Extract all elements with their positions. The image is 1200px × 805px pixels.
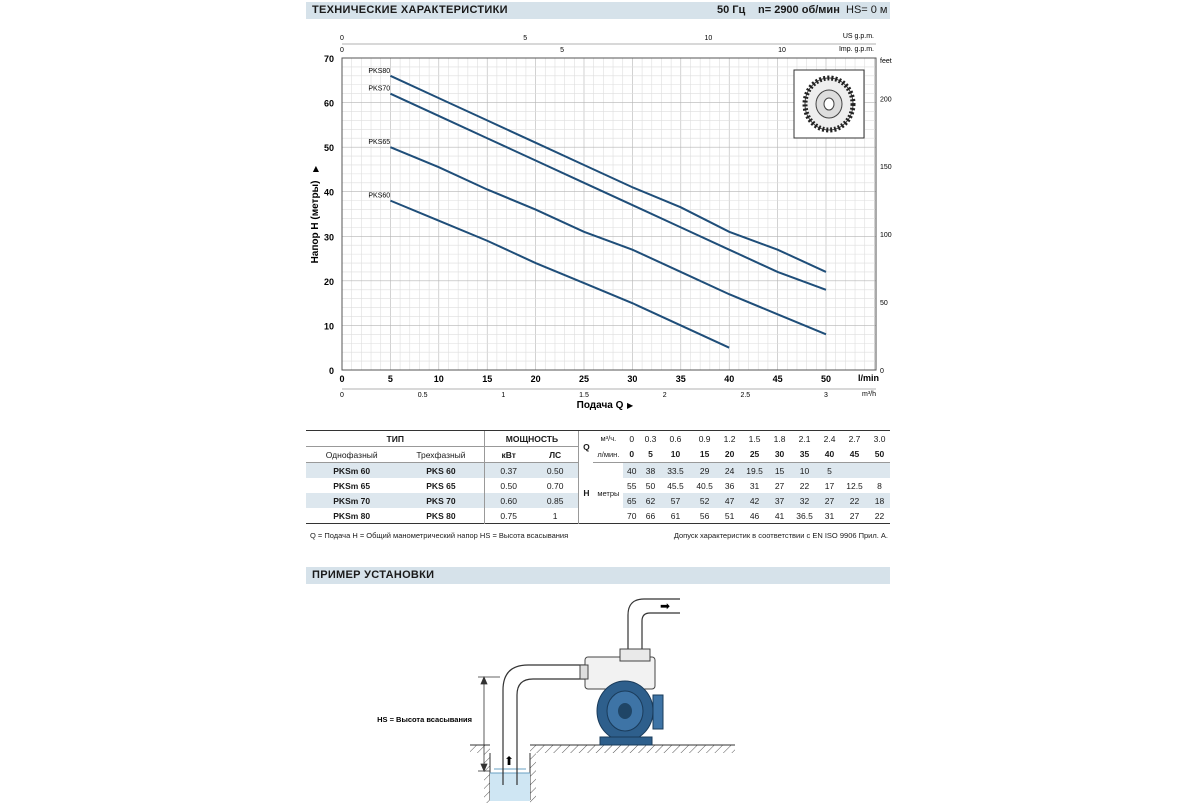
x-tick-label: 45 [772, 374, 783, 384]
head-value: 65 [626, 495, 637, 506]
x-tick-label: 30 [627, 374, 638, 384]
head-value: 38 [645, 465, 656, 476]
h-unit: метры [593, 463, 623, 524]
q-m3h-3: 0.9 [690, 431, 719, 447]
y-tick-label: 40 [323, 187, 334, 198]
m3h-tick-label: 2 [662, 392, 667, 399]
us-gpm-tick-label: 0 [340, 35, 344, 42]
model-tri: PKS 65 [426, 480, 456, 491]
three-phase-header: Трехфазный [397, 447, 485, 463]
feet-tick-label: 100 [880, 232, 892, 240]
m3h-tick-label: 0 [340, 392, 344, 399]
head-value: 5 [827, 465, 832, 476]
feet-tick-label: 50 [880, 300, 888, 308]
head-value: 42 [749, 495, 760, 506]
x-tick-label: 35 [675, 374, 686, 384]
head-value: 10 [799, 465, 810, 476]
series-label: PKS60 [368, 192, 391, 200]
head-value: 31 [824, 510, 835, 521]
y-tick-label: 50 [323, 143, 334, 154]
m3h-tick-label: 3 [824, 392, 828, 399]
y-tick-label: 0 [328, 366, 334, 376]
q-unit-lmin: л/мин. [593, 447, 623, 463]
head-value: 40.5 [696, 480, 713, 491]
model-mono: PKSm 60 [333, 465, 371, 476]
imp-gpm-tick-label: 10 [778, 47, 786, 54]
power-kw: 0.50 [485, 478, 532, 493]
q-m3h-10: 3.0 [869, 431, 890, 447]
q-m3h-5: 1.5 [740, 431, 769, 447]
m3h-tick-label: 2.5 [740, 392, 751, 399]
head-value: 22 [849, 495, 860, 506]
ground [470, 745, 735, 753]
power-hp: 0.50 [546, 465, 564, 476]
q-m3h-9: 2.7 [840, 431, 869, 447]
head-value: 12.5 [846, 480, 863, 491]
q-m3h-8: 2.4 [819, 431, 840, 447]
y-tick-label: 70 [323, 54, 334, 64]
q-m3h-7: 2.1 [790, 431, 819, 447]
head-value: 32 [799, 495, 810, 506]
hp-header: ЛС [532, 447, 579, 463]
head-value [840, 463, 869, 479]
x-tick-label: 50 [820, 374, 832, 384]
q-lmin-3: 15 [690, 447, 719, 463]
series-label: PKS65 [368, 139, 391, 147]
y-axis-arrow: ▶ [311, 165, 320, 172]
model-mono: PKSm 80 [333, 510, 371, 521]
imp-gpm-tick-label: 5 [560, 47, 564, 54]
head-value: 36.5 [796, 510, 813, 521]
x-tick-label: 0 [339, 374, 345, 384]
kw-header: кВт [485, 447, 532, 463]
type-header: ТИП [306, 431, 485, 447]
x-tick-label: 5 [387, 374, 393, 384]
q-m3h-6: 1.8 [769, 431, 790, 447]
power-hp: 0.70 [546, 480, 564, 491]
q-m3h-1: 0.3 [640, 431, 661, 447]
q-unit-m3h: м³/ч. [593, 431, 623, 447]
suction-pipe [503, 665, 585, 785]
head-value: 37 [774, 495, 785, 506]
head-value: 31 [749, 480, 760, 491]
series-label: PKS80 [368, 67, 391, 75]
model-mono: PKSm 70 [333, 495, 371, 506]
footnote-tolerance: Допуск характеристик в соответствии с EN ISO 9906 Прил. А. [673, 531, 888, 540]
head-value: 36 [724, 480, 735, 491]
head-value: 15 [774, 465, 785, 476]
q-lmin-1: 5 [640, 447, 661, 463]
single-phase-header: Однофазный [306, 447, 397, 463]
head-value: 45.5 [667, 480, 684, 491]
m3h-tick-label: 1.5 [579, 392, 589, 399]
flow-up-arrow: ⬆ [504, 754, 515, 768]
power-hp: 1 [552, 510, 558, 521]
q-lmin-2: 10 [661, 447, 690, 463]
flow-right-arrow: ➡ [660, 599, 671, 613]
head-value: 8 [877, 480, 882, 491]
head-value: 66 [645, 510, 656, 521]
imp-gpm-label: Imp. g.p.m. [838, 46, 874, 53]
x-tick-label: 40 [724, 374, 735, 384]
head-value: 40 [626, 465, 637, 476]
q-letter: Q [579, 431, 594, 463]
us-gpm-tick-label: 10 [704, 35, 713, 42]
spec-table [306, 430, 890, 524]
head-value: 27 [774, 480, 785, 491]
model-mono: PKSm 65 [333, 480, 371, 491]
hs-label: HS= 0 м [846, 4, 888, 16]
feet-label: feet [880, 58, 892, 65]
head-value: 27 [849, 510, 860, 521]
model-tri: PKS 70 [426, 495, 456, 506]
q-m3h-2: 0.6 [661, 431, 690, 447]
power-hp: 0.85 [546, 495, 564, 506]
m3h-tick-label: 1 [501, 392, 506, 399]
us-gpm-label: US g.p.m. [842, 33, 874, 40]
x-tick-label: 15 [482, 374, 493, 384]
feet-tick-label: 150 [880, 164, 892, 172]
y-tick-label: 10 [323, 321, 334, 332]
head-value: 18 [874, 495, 885, 506]
speed-label: n= 2900 об/мин [758, 4, 840, 16]
head-value: 52 [699, 495, 710, 506]
feet-tick-label: 0 [880, 368, 884, 375]
q-lmin-4: 20 [719, 447, 740, 463]
head-value: 33.5 [667, 465, 684, 476]
head-value: 56 [699, 510, 710, 521]
x-axis-label: Подача Q [576, 400, 624, 411]
footnote-legend: Q = Подача H = Общий манометрический напор HS = Высота всасывания [310, 531, 569, 540]
head-value [869, 463, 890, 479]
model-tri: PKS 80 [426, 510, 456, 521]
y-tick-label: 20 [323, 276, 334, 287]
q-lmin-9: 45 [840, 447, 869, 463]
head-value: 27 [824, 495, 835, 506]
q-m3h-4: 1.2 [719, 431, 740, 447]
frequency-label: 50 Гц [717, 4, 746, 16]
head-value: 57 [670, 495, 681, 506]
x-tick-label: 20 [530, 374, 541, 384]
q-lmin-7: 35 [790, 447, 819, 463]
us-gpm-tick-label: 5 [523, 35, 528, 42]
install-title: ПРИМЕР УСТАНОВКИ [312, 569, 435, 581]
head-value: 17 [824, 480, 835, 491]
pump-icon [580, 649, 663, 745]
head-value: 55 [626, 480, 637, 491]
q-m3h-0: 0 [623, 431, 640, 447]
q-lmin-5: 25 [740, 447, 769, 463]
table-row [306, 463, 890, 479]
feet-tick-label: 200 [880, 96, 892, 104]
hs-dimension-label: HS = Высота всасывания [377, 715, 472, 724]
x-tick-label: 25 [578, 374, 590, 384]
q-lmin-8: 40 [819, 447, 840, 463]
x-unit-label: l/min [858, 373, 880, 383]
series-label: PKS70 [368, 85, 391, 93]
m3h-tick-label: 0.5 [417, 392, 428, 399]
power-header: МОЩНОСТЬ [485, 431, 579, 447]
installation-diagram [0, 585, 1200, 805]
head-value: 22 [799, 480, 810, 491]
m3h-label: m³/h [862, 391, 876, 398]
q-lmin-0: 0 [623, 447, 640, 463]
head-value: 61 [670, 510, 681, 521]
imp-gpm-tick-label: 0 [340, 47, 344, 54]
y-tick-label: 60 [323, 98, 334, 109]
head-value: 24 [724, 465, 735, 476]
head-value: 22 [874, 510, 885, 521]
head-value: 19.5 [746, 465, 763, 476]
head-value: 29 [699, 465, 710, 476]
page-title: ТЕХНИЧЕСКИЕ ХАРАКТЕРИСТИКИ [312, 4, 508, 16]
head-value: 62 [645, 495, 656, 506]
head-value: 46 [749, 510, 760, 521]
power-kw: 0.60 [485, 493, 532, 508]
head-value: 41 [774, 510, 785, 521]
y-axis-label: Напор H (метры) [310, 180, 321, 264]
model-tri: PKS 60 [426, 465, 456, 476]
head-value: 47 [724, 495, 735, 506]
x-axis-arrow: ▶ [627, 401, 634, 410]
x-tick-label: 10 [433, 374, 444, 384]
power-kw: 0.37 [485, 463, 532, 479]
q-lmin-10: 50 [869, 447, 890, 463]
impeller-icon [794, 70, 864, 138]
head-value: 50 [645, 480, 656, 491]
q-lmin-6: 30 [769, 447, 790, 463]
head-value: 70 [626, 510, 637, 521]
head-value: 51 [724, 510, 735, 521]
h-letter: H [579, 463, 594, 524]
power-kw: 0.75 [485, 508, 532, 524]
y-tick-label: 30 [323, 232, 334, 243]
